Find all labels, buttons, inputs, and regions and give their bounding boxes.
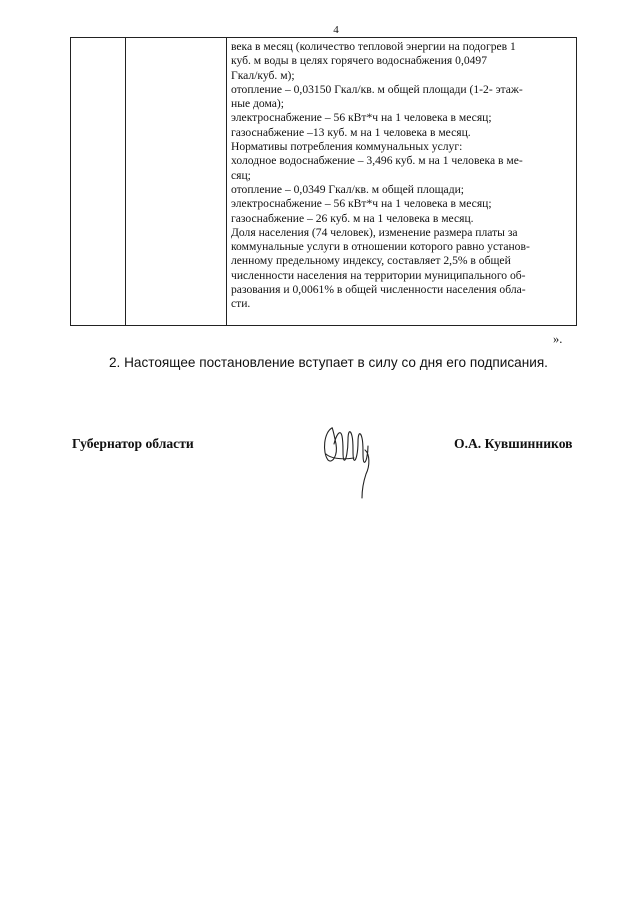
table-column-3: [227, 38, 576, 325]
table-line: численности населения на территории муниципального об-: [231, 268, 526, 282]
effective-date-clause: 2. Настоящее постановление вступает в силу со дня его подписания.: [109, 355, 548, 370]
table-line: разования и 0,0061% в общей численности населения обла-: [231, 283, 526, 297]
table-line: сяц;: [231, 168, 251, 182]
table-line: сти.: [231, 297, 251, 311]
table-line: электроснабжение – 56 кВт*ч на 1 человека в месяц;: [231, 197, 492, 211]
table-line: газоснабжение –13 куб. м на 1 человека в месяц.: [231, 125, 471, 139]
table-column-1: [71, 38, 126, 325]
handwritten-signature: [318, 414, 378, 506]
closing-quote: ».: [553, 332, 563, 346]
table-line: Гкал/куб. м);: [231, 68, 295, 82]
table-line: газоснабжение – 26 куб. м на 1 человека в месяц.: [231, 211, 474, 225]
table-line: куб. м воды в целях горячего водоснабжения 0,0497: [231, 54, 488, 68]
signatory-name: О.А. Кувшинников: [454, 436, 573, 451]
table-line: коммунальные услуги в отношении которого равно установ-: [231, 240, 530, 254]
table-line: Нормативы потребления коммунальных услуг:: [231, 140, 463, 154]
page-number: 4: [333, 24, 339, 36]
tariff-table: [70, 37, 577, 326]
table-line: Доля населения (74 человек), изменение размера платы за: [231, 225, 518, 239]
table-line: отопление – 0,03150 Гкал/кв. м общей площади (1-2- этаж-: [231, 82, 523, 96]
table-line: холодное водоснабжение – 3,496 куб. м на 1 человека в ме-: [231, 154, 523, 168]
table-column-2: [126, 38, 227, 325]
table-line: века в месяц (количество тепловой энергии на подогрев 1: [231, 40, 516, 53]
table-line: отопление – 0,0349 Гкал/кв. м общей площади;: [231, 182, 465, 196]
signatory-title: Губернатор области: [72, 436, 194, 451]
table-line: электроснабжение – 56 кВт*ч на 1 человека в месяц;: [231, 111, 492, 125]
table-line: ные дома);: [231, 97, 284, 111]
table-line: ленному предельному индексу, составляет 2,5% в общей: [231, 254, 511, 268]
